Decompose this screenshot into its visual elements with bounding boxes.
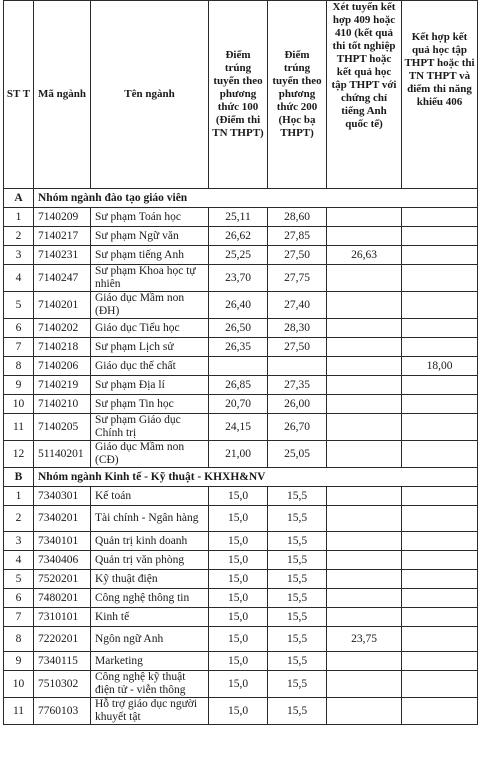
cell-d100: 24,15 (209, 414, 268, 441)
cell-ma: 7140205 (34, 414, 91, 441)
cell-stt: 11 (4, 414, 34, 441)
cell-d200: 25,05 (268, 441, 327, 468)
cell-d100: 15,0 (209, 551, 268, 570)
cell-ten: Ngôn ngữ Anh (91, 627, 209, 652)
cell-d100: 21,00 (209, 441, 268, 468)
cell-stt: 1 (4, 487, 34, 506)
cell-ten: Giáo dục Tiểu học (91, 319, 209, 338)
cell-k406 (402, 265, 478, 292)
header-ma-nganh: Mã ngành (34, 1, 91, 189)
cell-ten: Quản trị văn phòng (91, 551, 209, 570)
cell-stt: 2 (4, 506, 34, 532)
cell-ma: 7140231 (34, 246, 91, 265)
cell-ma: 7310101 (34, 608, 91, 627)
cell-x409 (327, 589, 402, 608)
cell-d200: 15,5 (268, 652, 327, 671)
cell-k406 (402, 292, 478, 319)
header-row (4, 1, 478, 189)
cell-ten: Công nghệ thông tin (91, 589, 209, 608)
cell-d200: 15,5 (268, 698, 327, 725)
cell-d100: 25,25 (209, 246, 268, 265)
cell-x409 (327, 376, 402, 395)
table-row (4, 265, 478, 292)
cell-d200 (268, 357, 327, 376)
cell-k406 (402, 608, 478, 627)
table-row (4, 551, 478, 570)
cell-x409 (327, 441, 402, 468)
cell-x409 (327, 608, 402, 627)
cell-ten: Quản trị kinh doanh (91, 532, 209, 551)
cell-k406: 18,00 (402, 357, 478, 376)
header-ten-nganh: Tên ngành (91, 1, 209, 189)
cell-d200: 27,35 (268, 376, 327, 395)
cell-ten: Giáo dục thể chất (91, 357, 209, 376)
cell-k406 (402, 487, 478, 506)
cell-d100: 15,0 (209, 671, 268, 698)
cell-d200: 26,00 (268, 395, 327, 414)
cell-d200: 15,5 (268, 608, 327, 627)
cell-ten: Sư phạm Địa lí (91, 376, 209, 395)
cell-d200: 27,50 (268, 246, 327, 265)
header-kh406: Kết hợp kết quả học tập THPT hoặc thi TN THPT và điểm thi năng khiếu 406 (402, 1, 478, 189)
cell-x409 (327, 395, 402, 414)
cell-d200: 15,5 (268, 570, 327, 589)
cell-x409 (327, 652, 402, 671)
cell-ma: 7140210 (34, 395, 91, 414)
cell-d100: 26,40 (209, 292, 268, 319)
cell-d200: 15,5 (268, 506, 327, 532)
cell-k406 (402, 532, 478, 551)
cell-stt: 9 (4, 376, 34, 395)
cell-x409 (327, 698, 402, 725)
table-row (4, 319, 478, 338)
cell-ma: 7340301 (34, 487, 91, 506)
cell-d100: 15,0 (209, 589, 268, 608)
table-row (4, 487, 478, 506)
group-title: Nhóm ngành Kinh tế - Kỹ thuật - KHXH&NV (34, 468, 478, 487)
cell-d100: 25,11 (209, 208, 268, 227)
group-code: A (4, 189, 34, 208)
cell-ma: 7140218 (34, 338, 91, 357)
cell-d100: 15,0 (209, 627, 268, 652)
cell-k406 (402, 246, 478, 265)
cell-d100: 26,85 (209, 376, 268, 395)
cell-x409 (327, 414, 402, 441)
cell-d100: 15,0 (209, 698, 268, 725)
cell-d200: 15,5 (268, 671, 327, 698)
cell-x409 (327, 671, 402, 698)
cell-k406 (402, 652, 478, 671)
cell-k406 (402, 376, 478, 395)
header-xt409: Xét tuyển kết hợp 409 hoặc 410 (kết quả thi tốt nghiệp THPT hoặc kết quả học tập THPT với chứng chỉ tiếng Anh quốc tế) (327, 1, 402, 189)
table-row (4, 570, 478, 589)
table-row (4, 652, 478, 671)
cell-k406 (402, 338, 478, 357)
cell-ma: 7140217 (34, 227, 91, 246)
cell-x409 (327, 227, 402, 246)
cell-k406 (402, 395, 478, 414)
group-code: B (4, 468, 34, 487)
table-row (4, 608, 478, 627)
cell-d200: 15,5 (268, 551, 327, 570)
cell-k406 (402, 570, 478, 589)
cell-d200: 27,85 (268, 227, 327, 246)
cell-stt: 12 (4, 441, 34, 468)
cell-d100: 26,62 (209, 227, 268, 246)
cell-stt: 4 (4, 265, 34, 292)
cell-ma: 7340406 (34, 551, 91, 570)
cell-ma: 7520201 (34, 570, 91, 589)
cell-stt: 2 (4, 227, 34, 246)
cell-stt: 8 (4, 357, 34, 376)
cell-x409 (327, 292, 402, 319)
cell-ma: 51140201 (34, 441, 91, 468)
cell-x409 (327, 487, 402, 506)
cell-x409 (327, 551, 402, 570)
cell-k406 (402, 698, 478, 725)
cell-d100: 20,70 (209, 395, 268, 414)
cell-ten: Hỗ trợ giáo dục người khuyết tật (91, 698, 209, 725)
cell-d100: 15,0 (209, 570, 268, 589)
cell-ma: 7480201 (34, 589, 91, 608)
cell-k406 (402, 227, 478, 246)
cell-x409 (327, 357, 402, 376)
cell-x409 (327, 570, 402, 589)
cell-stt: 6 (4, 589, 34, 608)
cell-d100: 15,0 (209, 506, 268, 532)
cell-d100 (209, 357, 268, 376)
cell-d200: 26,70 (268, 414, 327, 441)
cell-k406 (402, 506, 478, 532)
table-row (4, 627, 478, 652)
cell-stt: 8 (4, 627, 34, 652)
header-pt200: Điểm trúng tuyển theo phương thức 200 (Học bạ THPT) (268, 1, 327, 189)
cell-ten: Marketing (91, 652, 209, 671)
table-row (4, 441, 478, 468)
cell-k406 (402, 319, 478, 338)
cell-ma: 7340201 (34, 506, 91, 532)
cell-x409 (327, 532, 402, 551)
table-row (4, 208, 478, 227)
table-row (4, 376, 478, 395)
cell-stt: 1 (4, 208, 34, 227)
cell-ten: Sư phạm Toán học (91, 208, 209, 227)
cell-d200: 28,60 (268, 208, 327, 227)
header-stt: ST T (4, 1, 34, 189)
cell-ten: Kinh tế (91, 608, 209, 627)
cell-d200: 27,75 (268, 265, 327, 292)
cell-ten: Sư phạm tiếng Anh (91, 246, 209, 265)
cell-x409 (327, 506, 402, 532)
cell-stt: 6 (4, 319, 34, 338)
cell-stt: 5 (4, 292, 34, 319)
cell-k406 (402, 441, 478, 468)
cell-stt: 10 (4, 671, 34, 698)
cell-ma: 7140206 (34, 357, 91, 376)
cell-d100: 15,0 (209, 487, 268, 506)
cell-ten: Giáo dục Mầm non (ĐH) (91, 292, 209, 319)
cell-ma: 7140247 (34, 265, 91, 292)
table-row (4, 357, 478, 376)
cell-d200: 15,5 (268, 532, 327, 551)
cell-stt: 9 (4, 652, 34, 671)
cell-ma: 7140201 (34, 292, 91, 319)
cell-ma: 7140219 (34, 376, 91, 395)
cell-k406 (402, 627, 478, 652)
cell-d200: 28,30 (268, 319, 327, 338)
cell-ma: 7140209 (34, 208, 91, 227)
table-row (4, 532, 478, 551)
cell-stt: 10 (4, 395, 34, 414)
cell-x409 (327, 265, 402, 292)
cell-d200: 27,40 (268, 292, 327, 319)
cell-k406 (402, 589, 478, 608)
group-row-b (4, 468, 478, 487)
cell-k406 (402, 208, 478, 227)
cell-stt: 5 (4, 570, 34, 589)
table-row (4, 671, 478, 698)
cell-ten: Kỹ thuật điện (91, 570, 209, 589)
cell-x409 (327, 208, 402, 227)
cell-ma: 7340101 (34, 532, 91, 551)
table-row (4, 395, 478, 414)
group-row-a (4, 189, 478, 208)
admission-scores-table (3, 0, 478, 725)
cell-d200: 15,5 (268, 627, 327, 652)
cell-k406 (402, 671, 478, 698)
cell-ten: Sư phạm Giáo dục Chính trị (91, 414, 209, 441)
cell-ten: Tài chính - Ngân hàng (91, 506, 209, 532)
cell-x409 (327, 319, 402, 338)
table-row (4, 414, 478, 441)
cell-x409: 26,63 (327, 246, 402, 265)
group-title: Nhóm ngành đào tạo giáo viên (34, 189, 478, 208)
cell-ma: 7510302 (34, 671, 91, 698)
table-row (4, 227, 478, 246)
cell-k406 (402, 551, 478, 570)
cell-ma: 7760103 (34, 698, 91, 725)
cell-ten: Kế toán (91, 487, 209, 506)
cell-stt: 4 (4, 551, 34, 570)
table-row (4, 246, 478, 265)
cell-stt: 11 (4, 698, 34, 725)
cell-ten: Công nghệ kỹ thuật điện tử - viễn thông (91, 671, 209, 698)
cell-x409: 23,75 (327, 627, 402, 652)
cell-ten: Sư phạm Lịch sử (91, 338, 209, 357)
header-pt100: Điểm trúng tuyển theo phương thức 100 (Điểm thi TN THPT) (209, 1, 268, 189)
cell-d100: 15,0 (209, 532, 268, 551)
cell-d200: 27,50 (268, 338, 327, 357)
table-row (4, 338, 478, 357)
cell-stt: 7 (4, 608, 34, 627)
cell-ma: 7340115 (34, 652, 91, 671)
cell-ma: 7140202 (34, 319, 91, 338)
cell-ten: Sư phạm Ngữ văn (91, 227, 209, 246)
cell-ten: Sư phạm Tin học (91, 395, 209, 414)
cell-stt: 3 (4, 246, 34, 265)
cell-d200: 15,5 (268, 589, 327, 608)
cell-d100: 15,0 (209, 608, 268, 627)
table-row (4, 589, 478, 608)
cell-d100: 26,50 (209, 319, 268, 338)
cell-x409 (327, 338, 402, 357)
table-row (4, 698, 478, 725)
cell-d100: 23,70 (209, 265, 268, 292)
cell-d100: 26,35 (209, 338, 268, 357)
cell-ma: 7220201 (34, 627, 91, 652)
cell-d200: 15,5 (268, 487, 327, 506)
cell-d100: 15,0 (209, 652, 268, 671)
table-row (4, 506, 478, 532)
table-row (4, 292, 478, 319)
cell-stt: 7 (4, 338, 34, 357)
cell-ten: Sư phạm Khoa học tự nhiên (91, 265, 209, 292)
cell-stt: 3 (4, 532, 34, 551)
cell-k406 (402, 414, 478, 441)
cell-ten: Giáo dục Mầm non (CĐ) (91, 441, 209, 468)
